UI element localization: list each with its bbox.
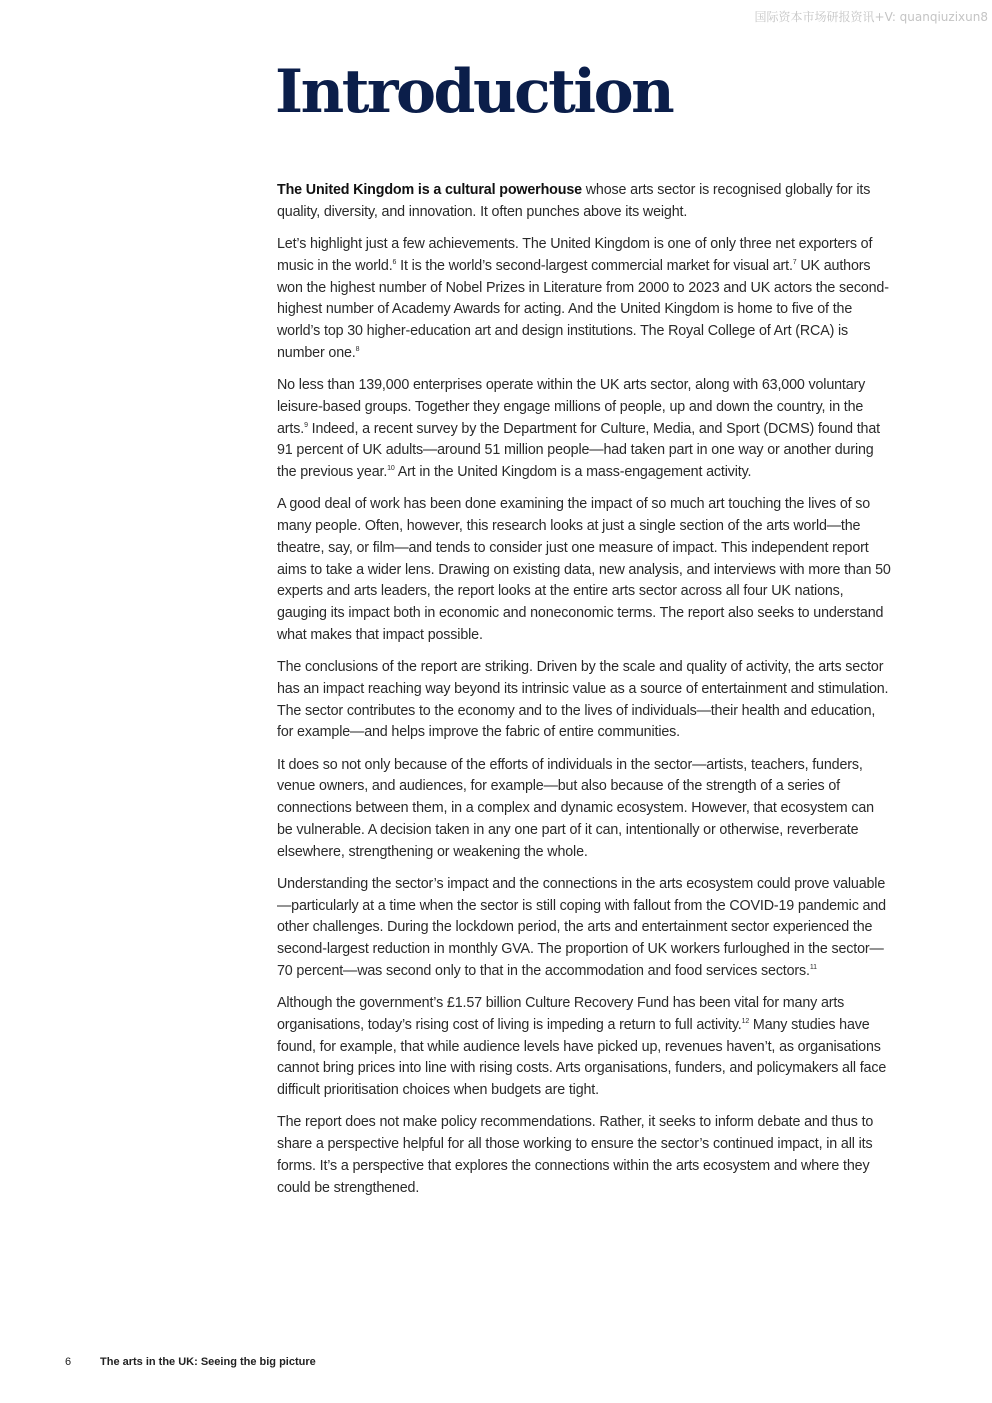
text-run: Understanding the sector’s impact and the connections in the arts ecosystem could prove valuable—particularly at a time when the sector is still coping with fallout from the COVID-19 pandemic and other challenges. During the lockdown period, the arts and entertainment sector experienced the second-largest reduction in monthly GVA. The proportion of UK workers furloughed in the sector—70 percent—was second only to that in the accommodation and food services sectors. — [277, 875, 886, 979]
text-run: Although the government’s £1.57 billion Culture Recovery Fund has been vital for many arts organisations, today’s rising cost of living is impeding a return to full activity. — [277, 995, 845, 1033]
body-paragraph — [277, 1112, 892, 1199]
body-paragraph — [277, 993, 892, 1102]
body-paragraph — [277, 874, 892, 983]
text-run: Many studies have found, for example, that while audience levels have picked up, revenues haven’t, as organisations cannot bring prices into line with rising costs. Arts organisations, funders, and policymakers all face difficult prioritisation choices when budgets are tight. — [277, 1016, 887, 1098]
footnote-ref: 10 — [387, 465, 395, 472]
footnote-ref: 12 — [741, 1017, 750, 1025]
body-paragraph — [277, 494, 892, 646]
text-run: Indeed, a recent survey by the Department for Culture, Media, and Sport (DCMS) found that 91 percent of UK adults—around 51 million people—had taken part in one way or another during the previous year. — [277, 420, 880, 480]
lead-phrase: The United Kingdom is a cultural powerhouse — [277, 182, 582, 198]
body-paragraph — [277, 234, 892, 365]
watermark-text: 国际资本市场研报资讯+V: quanqiuzixun8 — [754, 10, 988, 24]
text-run: It is the world’s second-largest commercial market for visual art. — [396, 257, 793, 274]
body-paragraph — [277, 657, 892, 744]
text-run: It does so not only because of the efforts of individuals in the sector—artists, teachers, funders, venue owners, and audiences, for example—but also because of the strength of a series of connections between them, in a complex and dynamic ecosystem. However, that ecosystem can be vulnerable. A decision taken in any one part of it can, intentionally or otherwise, reverberate elsewhere, strengthening or weakening the whole. — [277, 756, 874, 860]
page-title: Introduction — [275, 57, 673, 127]
text-run: Art in the United Kingdom is a mass-engagement activity. — [394, 464, 752, 480]
text-run: A good deal of work has been done examining the impact of so much art touching the lives of so many people. Often, however, this research looks at just a single section of the arts world—the theatre, say, or film—and tends to consider just one measure of impact. This independent report aims to take a wider lens. Drawing on existing data, new analysis, and interviews with more than 50 experts and arts leaders, the report looks at the entire arts sector across all four UK nations, gauging its impact both in economic and noneconomic terms. The report also seeks to understand what makes that impact possible. — [277, 496, 891, 643]
text-run: No less than 139,000 enterprises operate within the UK arts sector, along with 63,000 voluntary leisure-based groups. Together they engage millions of people, up and down the country, in the arts. — [277, 377, 866, 437]
page-number: 6 — [65, 1356, 72, 1368]
footnote-ref: 8 — [355, 345, 360, 353]
text-run: UK authors won the highest number of Nobel Prizes in Literature from 2000 to 2023 and UK actors the second-highest number of Academy Awards for acting. And the United Kingdom is home to five of the world’s top 30 higher-education art and design institutions. The Royal College of Art (RCA) is number one. — [277, 257, 889, 361]
body-paragraph — [277, 180, 892, 224]
text-run: whose arts sector is recognised globally for its quality, diversity, and innovation. It often punches above its weight. — [277, 182, 871, 220]
text-run: Let’s highlight just a few achievements. The United Kingdom is one of only three net exporters of music in the world. — [277, 236, 873, 274]
text-run: The conclusions of the report are striking. Driven by the scale and quality of activity, the arts sector has an impact reaching way beyond its intrinsic value as a source of entertainment and stimulation. The sector contributes to the economy and to the lives of individuals—their health and education, for example—and helps improve the fabric of entire communities. — [277, 659, 889, 741]
footnote-ref: 6 — [392, 258, 397, 266]
footnote-ref: 11 — [809, 963, 817, 971]
body-text — [277, 180, 892, 1210]
footnote-ref: 7 — [792, 258, 797, 266]
text-run: The report does not make policy recommendations. Rather, it seeks to inform debate and thus to share a perspective helpful for all those working to ensure the sector’s continued impact, in all its forms. It’s a perspective that explores the connections within the arts ecosystem and where they could be strengthened. — [277, 1114, 874, 1196]
body-paragraph — [277, 755, 892, 864]
running-title: The arts in the UK: Seeing the big picture — [100, 1356, 316, 1368]
body-paragraph — [277, 375, 892, 484]
footnote-ref: 9 — [304, 421, 308, 429]
